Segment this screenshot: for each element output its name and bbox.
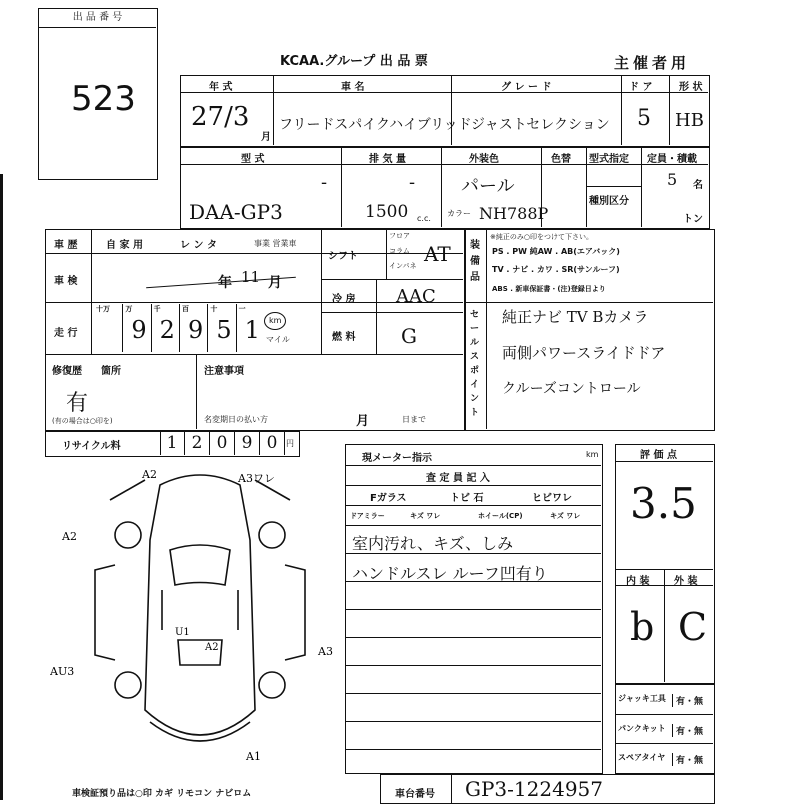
usage-private: 自 家 用	[106, 240, 143, 251]
mileage-digit-unit: 十	[210, 305, 218, 313]
name-label: 車 名	[341, 82, 365, 93]
mark-left: A2	[62, 530, 77, 543]
capacity-unit: 名	[693, 180, 703, 191]
organizer-label: 主催者用	[614, 54, 691, 72]
capacity-label: 定員・積載	[647, 154, 697, 165]
meter-unit: km	[586, 450, 599, 459]
header-title: KCAA.グループ 出 品 票	[280, 54, 428, 69]
aircon-value: AAC	[396, 286, 436, 307]
ruled-line	[346, 637, 601, 638]
fglass-options: トビ 石	[450, 493, 484, 504]
tool-value: 有・無	[672, 753, 703, 766]
recycle-label: リサイクル料	[62, 441, 121, 452]
model-dash: -	[321, 172, 328, 193]
unit-km: km	[269, 316, 282, 325]
mileage-digit-value: 1	[244, 316, 260, 344]
sales-line-3: クルーズコントロール	[502, 381, 641, 397]
tool-row	[616, 685, 713, 714]
grade-value: ジャストセレクション	[471, 117, 610, 133]
sales-label: セールスポイント	[470, 310, 480, 418]
hibi-label: ヒビワレ	[532, 493, 572, 504]
mileage-digit-value: 9	[131, 316, 147, 344]
color-value: パール	[461, 176, 515, 197]
color-label: 外装色	[469, 154, 499, 165]
grade-label: グ レ ー ド	[501, 82, 552, 93]
mirror-label: ドアミラー	[350, 512, 385, 520]
mark-top: A2	[142, 468, 157, 481]
lot-label: 出 品 番 号	[39, 9, 156, 28]
mark-bottom-left: AU3	[50, 665, 75, 678]
ton-unit: トン	[683, 214, 703, 225]
ruled-line	[346, 609, 601, 610]
km-circle	[264, 312, 286, 330]
left-margin-line	[0, 174, 3, 800]
score-value: 3.5	[630, 479, 697, 528]
tool-label: ジャッキ工具	[618, 693, 666, 703]
cc-unit: c.c.	[417, 214, 431, 223]
inspector-panel	[345, 444, 603, 774]
door-value: 5	[637, 106, 651, 131]
capacity-value: 5	[667, 170, 678, 189]
category-label: 種別区分	[589, 196, 629, 207]
recycle-unit: 円	[286, 439, 294, 448]
color-code: NH788P	[479, 204, 549, 223]
recycle-digits	[160, 432, 285, 455]
recycle-digit: 0	[210, 432, 235, 455]
interior-value: b	[630, 605, 655, 649]
equipment-label: 装備品	[470, 240, 480, 283]
repair-label: 修復歴	[52, 366, 82, 377]
equipment-table	[465, 229, 715, 431]
year-label: 年 式	[209, 82, 233, 93]
ruled-line	[346, 665, 601, 666]
shift-label: シフト	[328, 251, 358, 262]
exterior-value: C	[678, 605, 708, 649]
mileage-digit-unit: 万	[125, 305, 133, 313]
mileage-digit-value: 5	[216, 316, 232, 344]
recycle-box	[45, 431, 300, 457]
tools-box	[615, 684, 715, 774]
mileage-digit-unit: 千	[153, 305, 161, 313]
inspection-label: 車 検	[54, 276, 78, 287]
displacement-label: 排 気 量	[369, 154, 406, 165]
mileage-digit-cell	[236, 304, 264, 352]
recycle-digit: 1	[160, 432, 185, 455]
history-table	[45, 229, 465, 431]
wheel-label: ホイール(CP)	[478, 512, 523, 520]
recycle-digit: 9	[235, 432, 260, 455]
mileage-digit-unit: 百	[182, 305, 189, 313]
mileage-label: 走 行	[54, 328, 78, 339]
door-label: ド ア	[629, 82, 653, 93]
inspection-month-unit: 月	[268, 275, 282, 291]
inspector-title: 査 定 員 記 入	[426, 473, 490, 484]
chassis-label: 車台番号	[395, 789, 435, 800]
chassis-value: GP3-1224957	[465, 777, 603, 801]
tool-label: パンクキット	[618, 723, 666, 733]
sales-line-1: 純正ナビ TV Bカメラ	[502, 308, 649, 326]
fglass-label: Fガラス	[370, 493, 407, 504]
exterior-label: 外 装	[674, 576, 698, 587]
mileage-digits	[94, 304, 264, 352]
mark-top-right: A3ワレ	[238, 472, 275, 485]
mileage-digit-unit: 十万	[96, 305, 110, 313]
mark-center2: A2	[205, 642, 219, 653]
shape-label: 形 状	[679, 82, 703, 93]
inspector-line-2: ハンドルスレ ルーフ凹有り	[352, 564, 548, 583]
fuel-value: G	[401, 324, 417, 348]
meter-label: 現メーター指示	[362, 453, 432, 464]
mileage-digit-value: 9	[188, 316, 204, 344]
equipment-line1: PS . PW 純AW . AB(エアバック)	[492, 247, 620, 256]
repair-value: 有	[66, 391, 89, 416]
mark-right: A3	[318, 645, 333, 658]
recycle-digit: 0	[260, 432, 285, 455]
row1-table	[180, 75, 710, 147]
model-spec-label: 型式指定	[589, 154, 629, 165]
inspection-month: 11	[241, 268, 261, 286]
recycle-digit: 2	[185, 432, 210, 455]
mileage-digit-cell	[122, 304, 150, 352]
displacement-dash: -	[409, 172, 416, 193]
month-unit: 月	[261, 132, 271, 143]
mark-center1: U1	[175, 627, 190, 638]
score-panel	[615, 444, 715, 684]
unit-mile: マイル	[266, 335, 290, 344]
inspector-line-1: 室内汚れ、キズ、しみ	[352, 534, 514, 553]
mileage-digit-cell	[207, 304, 235, 352]
ruled-line	[346, 693, 601, 694]
sales-line-2: 両側パワースライドドア	[502, 344, 666, 362]
ruled-line	[346, 721, 601, 722]
mileage-digit-cell	[151, 304, 179, 352]
displacement-value: 1500	[365, 202, 409, 222]
color-change-label: 色替	[551, 154, 571, 165]
model-value: DAA-GP3	[189, 200, 283, 224]
mileage-digit-cell	[94, 304, 122, 352]
mileage-digit-unit: 一	[238, 305, 246, 313]
year-value: 27/3	[191, 102, 250, 132]
lot-number: 523	[71, 79, 136, 119]
wheel-options: キズ ワレ	[550, 512, 581, 520]
tool-value: 有・無	[672, 724, 703, 737]
car-diagram	[50, 460, 350, 770]
shift-column: コラム	[389, 247, 410, 255]
lot-number-box	[38, 8, 158, 180]
shape-value: HB	[675, 110, 704, 131]
tool-row	[616, 714, 713, 743]
usage-label: 車 歴	[54, 240, 78, 251]
equipment-line2: TV . ナビ . カワ . SR(サンルーフ)	[492, 265, 620, 274]
tax-day: 日まで	[402, 415, 426, 424]
usage-business: 事業 営業車	[254, 239, 297, 248]
shift-panel: インパネ	[389, 262, 417, 270]
mileage-digit-value: 2	[159, 316, 175, 344]
row2-table	[180, 147, 710, 229]
mark-bottom: A1	[246, 750, 261, 763]
mirror-options: キズ ワレ	[410, 512, 441, 520]
repair-note: (有の場合は○印を)	[52, 417, 113, 425]
aircon-label: 冷 房	[332, 294, 356, 305]
repair-place-label: 箇所	[101, 366, 121, 377]
shift-value: AT	[424, 242, 451, 266]
color-code-label: カラー	[447, 209, 471, 218]
ruled-line	[346, 749, 601, 750]
model-label: 型 式	[241, 154, 265, 165]
mileage-digit-cell	[179, 304, 207, 352]
caution-label: 注意事項	[204, 366, 244, 377]
score-label: 評 価 点	[640, 450, 677, 461]
footer-note: 車検証預り品は○印 カギ リモコン ナビロム	[72, 789, 252, 799]
tool-row	[616, 743, 713, 772]
usage-rental: レ ン タ	[180, 240, 217, 251]
tool-label: スペアタイヤ	[618, 752, 666, 762]
inspection-year-unit: 年	[218, 275, 232, 291]
tax-label: 名変期日の払い方	[204, 415, 268, 424]
equipment-note: ※純正のみ○印をつけて下さい。	[490, 233, 593, 241]
car-name: フリードスパイクハイブリッド	[279, 117, 472, 133]
interior-label: 内 装	[626, 576, 650, 587]
equipment-line3: ABS . 新車保証書・(注)登録日より	[492, 285, 606, 293]
tool-value: 有・無	[672, 694, 703, 707]
tax-month: 月	[356, 414, 370, 429]
fuel-label: 燃 料	[332, 332, 356, 343]
shift-floor: フロア	[389, 232, 410, 240]
